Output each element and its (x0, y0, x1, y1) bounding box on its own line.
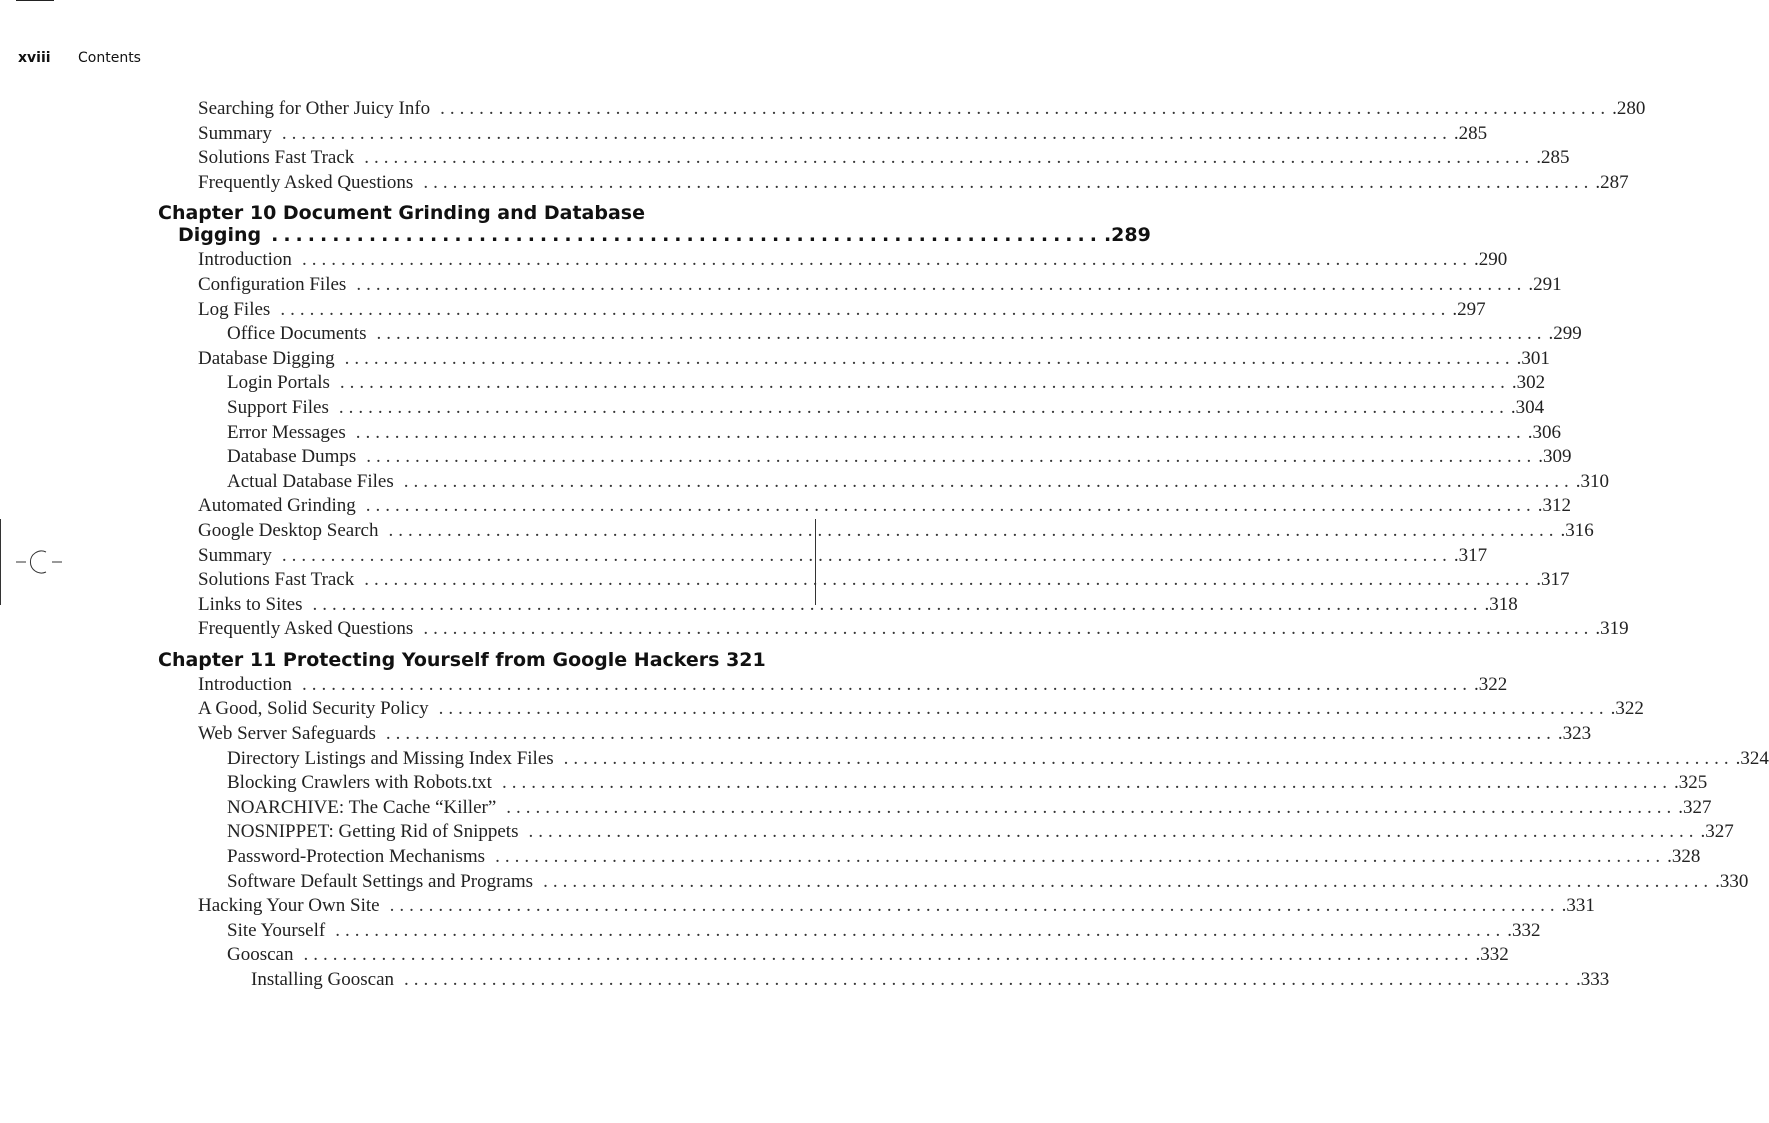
section-title: Contents (78, 50, 141, 66)
toc-entry-page: .327 (1678, 796, 1712, 818)
toc-entry-title: Actual Database Files (227, 470, 394, 492)
toc-entry-title: Login Portals (227, 372, 330, 394)
dot-leader: ........................................................................................................................ (385, 723, 1556, 745)
toc-entry-title: Frequently Asked Questions (198, 618, 414, 640)
chapter-10-page: .289 (1103, 224, 1151, 247)
toc-entry-title: Introduction (198, 673, 292, 695)
toc-entry-page: .330 (1715, 870, 1749, 892)
toc-entry (158, 846, 1701, 871)
toc-entry-title: Installing Gooscan (251, 969, 395, 990)
toc-entry-title: Support Files (227, 396, 329, 418)
dot-leader: ........................................................................................................................ (366, 446, 1537, 468)
dot-leader: ........................................................................................................................ (365, 495, 1536, 517)
toc-entry (158, 249, 1508, 274)
toc-entry (158, 723, 1592, 748)
toc-entry-page: .285 (1453, 122, 1488, 144)
chapter-10-title-line1: Chapter 10 Document Grinding and Database (158, 202, 645, 225)
dot-leader: ........................................................................................................................ (440, 98, 1611, 119)
toc-entry (158, 421, 1561, 447)
dot-leader: ........................................................................................................................ (438, 698, 1609, 720)
chapter-10-heading (158, 202, 1151, 247)
toc-entry-page: .297 (1452, 298, 1486, 320)
toc-entry-page: .323 (1557, 723, 1592, 745)
toc-entry-page: .325 (1673, 772, 1708, 794)
toc-entry-title: Frequently Asked Questions (198, 171, 414, 193)
dot-leader: ........................................................................................................................ (506, 796, 1677, 818)
dot-leader: ........................................................................................................................ (501, 772, 1672, 794)
dot-leader: ........................................................................................................................ (301, 673, 1472, 695)
chapter-10-entries (158, 249, 1629, 643)
toc-entry (158, 796, 1712, 822)
toc-entry-title: Error Messages (227, 421, 346, 443)
toc-entry-title: Blocking Crawlers with Robots.txt (227, 772, 492, 794)
toc-entry-title: Google Desktop Search (198, 519, 379, 541)
toc-entry-title: Summary (198, 544, 272, 566)
dot-leader: ........................................................................................................................ (339, 372, 1510, 394)
dot-leader: ........................................................................................................................ (301, 249, 1472, 271)
page-number: xviii (18, 50, 51, 66)
toc-entry (158, 122, 1488, 148)
crop-line-left (0, 519, 1, 605)
toc-entry-page: .332 (1475, 944, 1509, 966)
dot-leader: ........................................................................................................................ (423, 171, 1594, 193)
toc-entry (158, 495, 1572, 520)
toc-entry (158, 698, 1644, 723)
toc-entry (158, 171, 1629, 197)
toc-entry-title: Web Server Safeguards (198, 723, 376, 745)
toc-entry-page: .310 (1575, 470, 1609, 492)
toc-entry-title: Solutions Fast Track (198, 147, 355, 169)
toc-entry (158, 323, 1582, 348)
dot-leader: ........................................................................................................................ (364, 569, 1535, 591)
dot-leader: ........................................................................................................................ (303, 944, 1474, 966)
toc-entry-page: .301 (1516, 347, 1550, 369)
toc-entry-page: .312 (1537, 495, 1572, 517)
top-rule (16, 0, 54, 1)
toc-entry-page: .317 (1453, 544, 1488, 566)
dot-leader: ........................................................................................................................ (388, 519, 1559, 541)
toc-entry-title: Database Digging (198, 347, 335, 369)
toc-entry-page: .291 (1528, 273, 1562, 295)
toc-entry-page: .290 (1473, 249, 1508, 271)
dot-leader: ........................................................................................................................ (335, 919, 1506, 941)
dot-leader: ........................................................................................................................ (281, 122, 1452, 144)
dot-leader: ........................................................................................................................ (280, 298, 1451, 320)
toc-entry-title: Password-Protection Mechanisms (227, 846, 486, 868)
toc-entry (158, 944, 1509, 969)
toc-entry (158, 470, 1609, 496)
running-head (18, 50, 141, 66)
toc-entry-title: Directory Listings and Missing Index Files (227, 747, 554, 769)
registration-mark-icon (16, 548, 62, 576)
toc-entry-page: .332 (1507, 919, 1541, 941)
toc-entry-page: .324 (1735, 747, 1769, 769)
dot-leader: ........................................................................................................................ (403, 470, 1574, 492)
dot-leader: ........................................................................................................................ (344, 347, 1515, 369)
dot-leader: ........................................................................................................................ (543, 870, 1714, 892)
toc-entry-title: NOSNIPPET: Getting Rid of Snippets (227, 821, 519, 843)
toc-entry (158, 618, 1629, 643)
toc-entry-title: Hacking Your Own Site (198, 895, 380, 917)
dot-leader: ........................................................................................................................ (356, 273, 1527, 295)
toc-entry-page: .287 (1595, 171, 1629, 193)
toc-entry-page: .304 (1510, 396, 1545, 418)
dot-leader: ........................................................................................................................ (563, 747, 1734, 769)
toc-entry (158, 593, 1518, 619)
toc-entry-title: Log Files (198, 298, 271, 320)
toc-entry-page: .333 (1576, 969, 1610, 990)
dot-leader: ........................................................................................................................ (338, 396, 1509, 418)
dot-leader: ........................................................................................................................ (404, 969, 1575, 990)
dot-leader: ........................................................................................................................ (376, 323, 1547, 345)
table-of-contents (158, 98, 1769, 994)
toc-entry (158, 747, 1769, 773)
toc-entry (158, 895, 1595, 920)
toc-entry-page: .331 (1561, 895, 1595, 917)
toc-entry-page: .299 (1548, 323, 1582, 345)
toc-entry-title: Summary (198, 122, 272, 144)
toc-entry-title: Automated Grinding (198, 495, 356, 517)
dot-leader: ........................................................................................................................ (281, 544, 1452, 566)
toc-entry (158, 569, 1570, 594)
toc-entry-title: Links to Sites (198, 593, 303, 615)
dot-leader: ........................................................................................................................ (312, 593, 1483, 615)
dot-leader: ........................................................................................................................ (423, 618, 1594, 640)
pre-chapter-entries (158, 98, 1646, 196)
toc-entry-title: Searching for Other Juicy Info (198, 98, 431, 119)
toc-entry (158, 519, 1594, 545)
toc-entry-page: .316 (1560, 519, 1594, 541)
toc-entry-title: NOARCHIVE: The Cache “Killer” (227, 796, 497, 818)
dot-leader: ........................................................................................................................ (495, 846, 1666, 868)
dot-leader: ........................................................................................................................ (355, 421, 1526, 443)
toc-entry-page: .322 (1610, 698, 1644, 720)
toc-entry (158, 273, 1562, 299)
dot-leader: .................................................................... (271, 224, 1102, 247)
toc-entry-title: Introduction (198, 249, 292, 271)
toc-entry-title: Database Dumps (227, 446, 357, 468)
dot-leader: ........................................................................................................................ (389, 895, 1560, 917)
dot-leader: ........................................................................................................................ (528, 821, 1699, 843)
toc-entry (158, 396, 1545, 422)
chapter-11-entries (158, 673, 1769, 994)
toc-entry-page: .309 (1538, 446, 1572, 468)
chapter-10-title-line2: Digging (178, 224, 262, 247)
toc-entry (158, 372, 1546, 397)
toc-entry (158, 544, 1488, 570)
toc-entry-page: .285 (1536, 147, 1570, 169)
toc-entry (158, 147, 1570, 172)
toc-entry-page: .317 (1536, 569, 1570, 591)
toc-entry-title: A Good, Solid Security Policy (198, 698, 429, 720)
toc-entry-page: .306 (1527, 421, 1561, 443)
toc-entry-page: .322 (1473, 673, 1508, 695)
toc-entry-title: Solutions Fast Track (198, 569, 355, 591)
toc-entry (158, 673, 1508, 699)
toc-entry (158, 772, 1708, 797)
chapter-11-heading (158, 648, 766, 671)
toc-entry (158, 446, 1572, 471)
toc-entry (158, 821, 1734, 846)
toc-entry (158, 98, 1646, 123)
toc-entry-title: Site Yourself (227, 919, 326, 941)
toc-entry (158, 969, 1610, 994)
toc-entry-title: Gooscan (227, 944, 294, 966)
toc-entry-title: Configuration Files (198, 273, 347, 295)
toc-entry (158, 347, 1550, 373)
toc-entry-page: .328 (1667, 846, 1701, 868)
toc-entry-page: .319 (1595, 618, 1629, 640)
chapter-11-title: Chapter 11 Protecting Yourself from Google Hackers 321 (158, 648, 766, 671)
toc-entry-page: .327 (1700, 821, 1734, 843)
toc-entry-page: .302 (1511, 372, 1546, 394)
toc-entry-page: .280 (1612, 98, 1646, 119)
toc-entry (158, 870, 1749, 896)
toc-entry-title: Office Documents (227, 323, 367, 345)
toc-entry-page: .318 (1484, 593, 1518, 615)
toc-entry-title: Software Default Settings and Programs (227, 870, 534, 892)
toc-entry (158, 919, 1541, 945)
toc-entry (158, 298, 1486, 324)
dot-leader: ........................................................................................................................ (364, 147, 1535, 169)
